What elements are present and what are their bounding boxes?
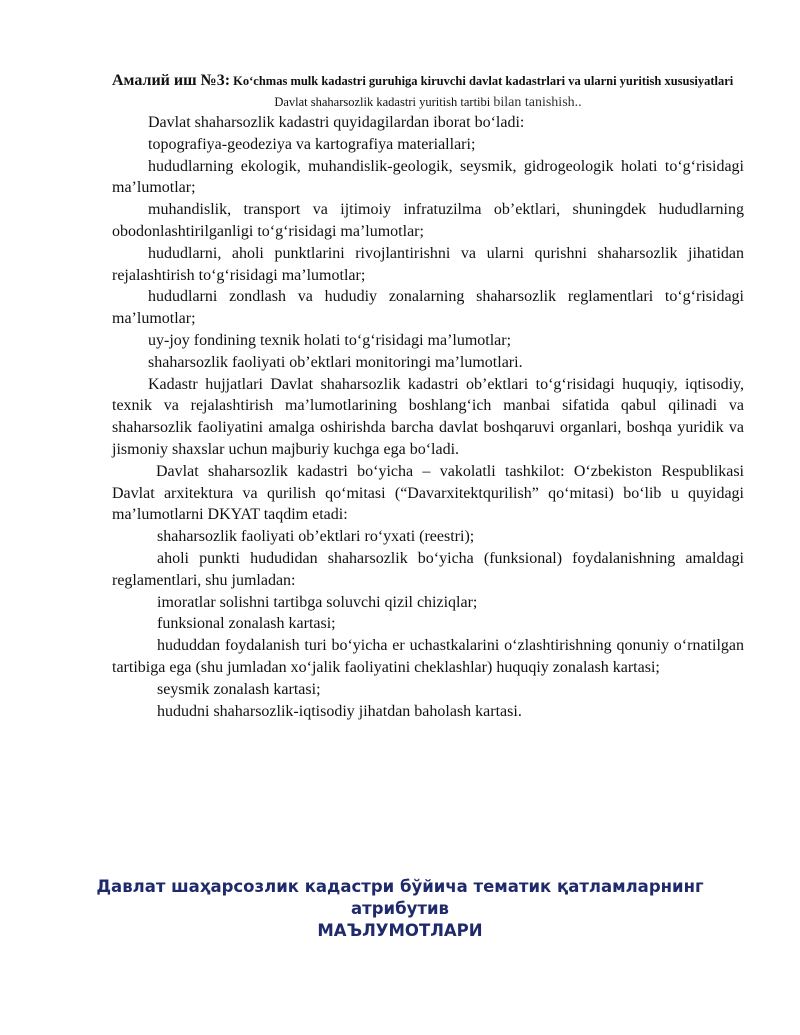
- paragraph: Davlat shaharsozlik kadastri quyidagilardan iborat bo‘ladi:: [148, 114, 525, 131]
- paragraph: topografiya-geodeziya va kartografiya materiallari;: [148, 135, 476, 153]
- paragraph: shaharsozlik faoliyati ob’ektlari ro‘yxati (reestri);: [157, 528, 475, 546]
- subtitle-part-a: Davlat shaharsozlik kadastri yuritish tartibi: [274, 95, 494, 109]
- paragraph: imoratlar solishni tartibga soluvchi qizil chiziqlar;: [157, 593, 478, 611]
- subtitle-part-b: bilan tanishish..: [493, 95, 582, 110]
- paragraph: uy-joy fondining texnik holati to‘g‘risidagi ma’lumotlar;: [148, 331, 512, 349]
- subtitle: [112, 93, 744, 112]
- practical-work-heading: [112, 72, 744, 90]
- paragraph: hududni shaharsozlik-iqtisodiy jihatdan baholash kartasi.: [157, 702, 522, 720]
- paragraph: hududlarni, aholi punktlarini rivojlantirishni va ularni qurishni shaharsozlik jihatidan rejalashtirish to‘g‘risidagi ma’lumotlar;: [112, 244, 744, 284]
- footer-title-line-3: МАЪЛУМОТЛАРИ: [317, 921, 483, 940]
- paragraph: hududlarning ekologik, muhandislik-geologik, seysmik, gidrogeologik holati to‘g‘risidagi ma’lumotlar;: [112, 157, 744, 197]
- heading-topic: Ko‘chmas mulk kadastri guruhiga kiruvchi davlat kadastrlari va ularni yuritish xususiyatlari: [230, 74, 734, 88]
- paragraph: Kadastr hujjatlari Davlat shaharsozlik kadastri ob’ektlari to‘g‘risidagi huquqiy, iqtisodiy, texnik va rejalashtirish ma’lumotlarining boshlang‘ich manbai sifatida qabul qilinadi va shaharsozlik faoliyatini amalga oshirishda barcha davlat boshqaruvi organlari, boshqa yuridik va jismoniy shaxslar uchun majburiy kuchga ega bo‘ladi.: [112, 375, 744, 458]
- heading-number: Амалий иш №3:: [112, 72, 231, 89]
- paragraph: seysmik zonalash kartasi;: [157, 680, 321, 698]
- paragraph: hududlarni zondlash va hududiy zonalarning shaharsozlik reglamentlari to‘g‘risidagi ma’lumotlar;: [112, 288, 744, 328]
- paragraph: shaharsozlik faoliyati ob’ektlari monitoringi ma’lumotlari.: [148, 353, 523, 371]
- footer-title-line-1: Давлат шаҳарсозлик кадастри бўйича тематик қатламларнинг: [96, 877, 704, 896]
- document-body: [112, 112, 744, 722]
- paragraph: Davlat shaharsozlik kadastri bo‘yicha – vakolatli tashkilot: O‘zbekiston Respublikasi Davlat arxitektura va qurilish qo‘mitasi (“Davarxitektqurilish” qo‘mitasi) bo‘lib u quyidagi ma’lumotlarni DKYAT taqdim etadi:: [112, 462, 744, 524]
- paragraph: hududdan foydalanish turi bo‘yicha er uchastkalarini o‘zlashtirishning qonuniy o‘rnatilgan tartibiga ega (shu jumladan xo‘jalik faoliyatini cheklashlar) huquqiy zonalash kartasi;: [112, 637, 744, 676]
- paragraph: aholi punkti hududidan shaharsozlik bo‘yicha (funksional) foydalanishning amaldagi reglamentlari, shu jumladan:: [112, 549, 744, 589]
- thematic-layers-title: [0, 876, 800, 942]
- paragraph: funksional zonalash kartasi;: [157, 615, 336, 633]
- footer-title-line-2: атрибутив: [351, 899, 449, 918]
- paragraph: muhandislik, transport va ijtimoiy infratuzilma ob’ektlari, shuningdek hududlarning obodonlashtirilganligi to‘g‘risidagi ma’lumotlar;: [112, 201, 744, 240]
